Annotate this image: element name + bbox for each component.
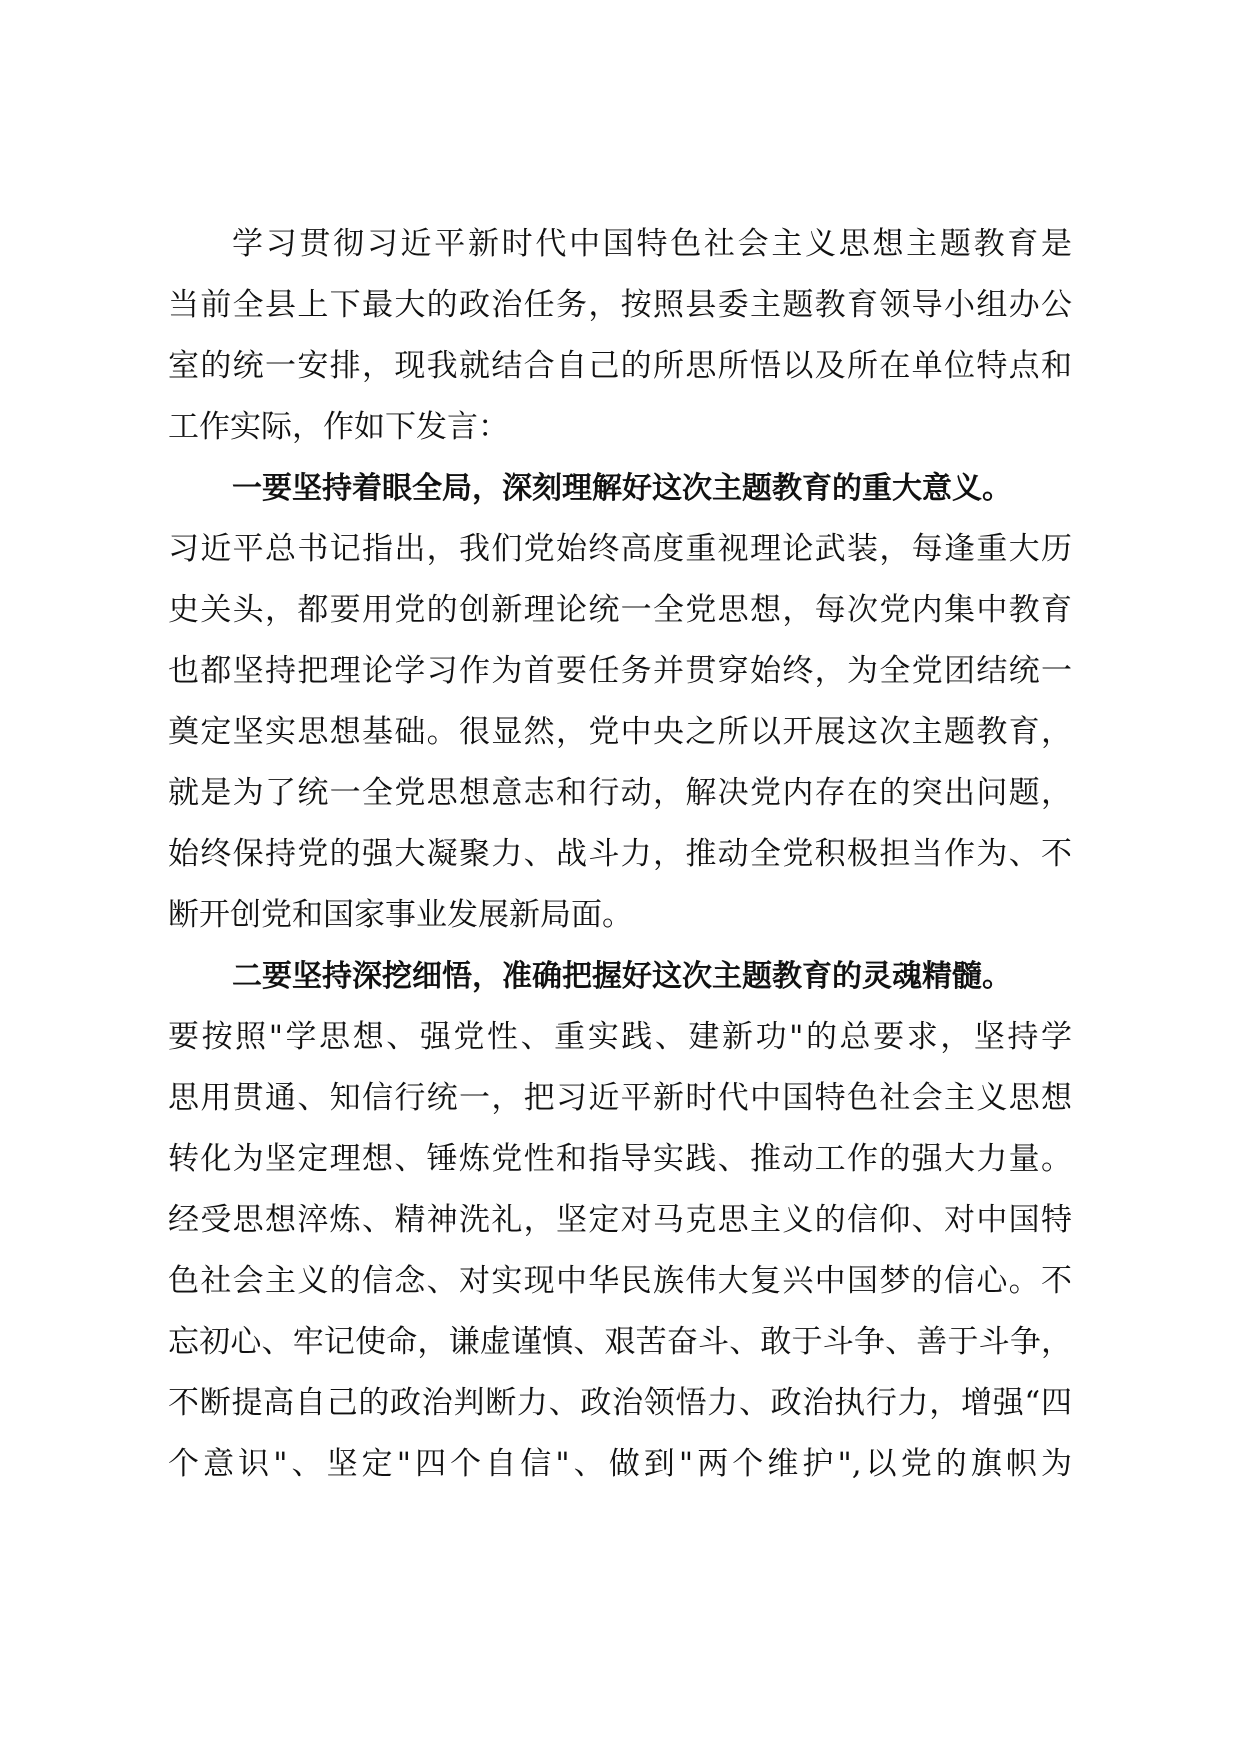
document-body <box>168 214 1072 1495</box>
text-line: 工作实际，作如下发言： <box>168 409 509 445</box>
text-line: 要按照"学思想、强党性、重实践、建新功"的总要求，坚持学 <box>168 1019 1072 1055</box>
text-line: 学习贯彻习近平新时代中国特色社会主义思想主题教育是 <box>232 226 1072 262</box>
section-2-paragraph <box>168 1007 1072 1495</box>
text-line: 忘初心、牢记使命，谦虚谨慎、艰苦奋斗、敢于斗争、善于斗争， <box>168 1324 1072 1360</box>
text-line: 转化为坚定理想、锤炼党性和指导实践、推动工作的强大力量。 <box>168 1141 1072 1177</box>
text-line: 也都坚持把理论学习作为首要任务并贯穿始终，为全党团结统一 <box>168 653 1072 689</box>
text-line: 当前全县上下最大的政治任务，按照县委主题教育领导小组办公 <box>168 287 1072 323</box>
text-line: 习近平总书记指出，我们党始终高度重视理论武装，每逢重大历 <box>168 531 1072 567</box>
section-heading-2: 二要坚持深挖细悟，准确把握好这次主题教育的灵魂精髓。 <box>232 959 1012 994</box>
section-heading-1: 一要坚持着眼全局，深刻理解好这次主题教育的重大意义。 <box>232 471 1012 506</box>
section-1-paragraph <box>168 519 1072 946</box>
text-line: 经受思想淬炼、精神洗礼，坚定对马克思主义的信仰、对中国特 <box>168 1202 1072 1238</box>
text-line: 个意识"、坚定"四个自信"、做到"两个维护",以党的旗帜为 <box>168 1446 1072 1482</box>
text-line: 室的统一安排，现我就结合自己的所思所悟以及所在单位特点和 <box>168 348 1072 384</box>
text-line: 就是为了统一全党思想意志和行动，解决党内存在的突出问题， <box>168 775 1072 811</box>
text-line: 奠定坚实思想基础。很显然，党中央之所以开展这次主题教育， <box>168 714 1072 750</box>
intro-paragraph <box>168 214 1072 458</box>
text-line: 断开创党和国家事业发展新局面。 <box>168 897 633 933</box>
text-line: 史关头，都要用党的创新理论统一全党思想，每次党内集中教育 <box>168 592 1072 628</box>
text-line: 始终保持党的强大凝聚力、战斗力，推动全党积极担当作为、不 <box>168 836 1072 872</box>
text-line: 色社会主义的信念、对实现中华民族伟大复兴中国梦的信心。不 <box>168 1263 1072 1299</box>
text-line: 思用贯通、知信行统一，把习近平新时代中国特色社会主义思想 <box>168 1080 1072 1116</box>
text-line: 不断提高自己的政治判断力、政治领悟力、政治执行力，增强“四 <box>168 1385 1072 1421</box>
